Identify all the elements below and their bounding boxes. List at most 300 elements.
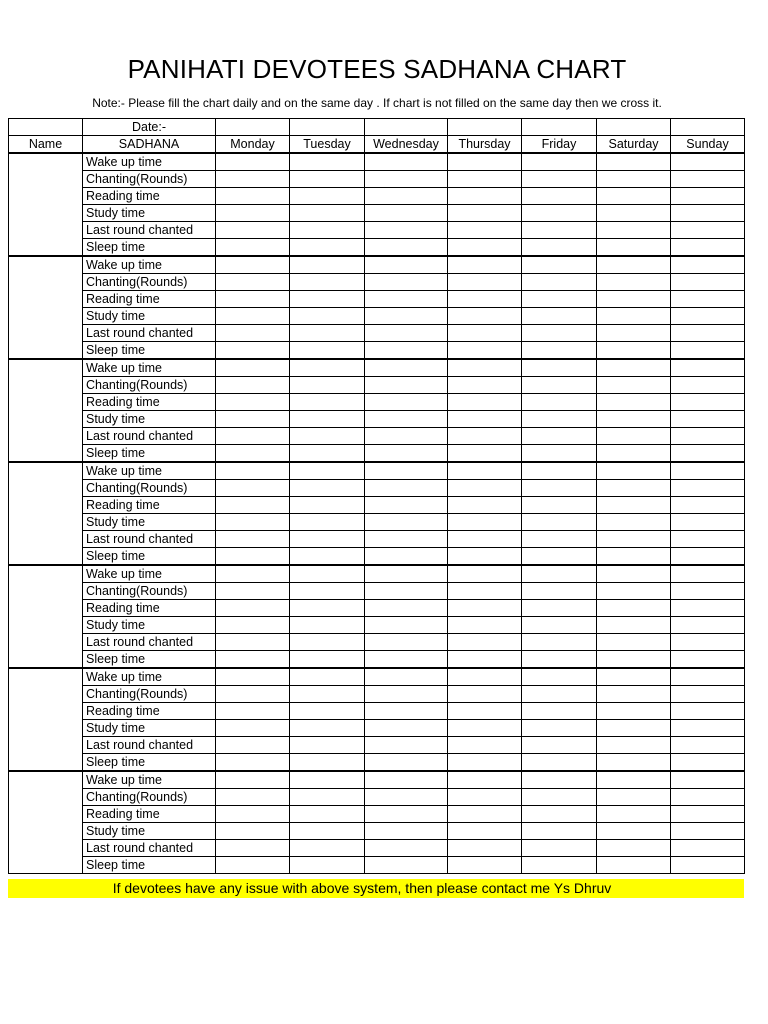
entry-cell[interactable] <box>522 256 597 274</box>
entry-cell[interactable] <box>597 565 671 583</box>
entry-cell[interactable] <box>216 720 290 737</box>
entry-cell[interactable] <box>290 651 365 669</box>
entry-cell[interactable] <box>522 583 597 600</box>
entry-cell[interactable] <box>597 342 671 360</box>
entry-cell[interactable] <box>597 325 671 342</box>
entry-cell[interactable] <box>671 514 745 531</box>
entry-cell[interactable] <box>216 445 290 463</box>
entry-cell[interactable] <box>597 737 671 754</box>
entry-cell[interactable] <box>448 703 522 720</box>
entry-cell[interactable] <box>597 291 671 308</box>
entry-cell[interactable] <box>448 823 522 840</box>
entry-cell[interactable] <box>448 514 522 531</box>
entry-cell[interactable] <box>365 548 448 566</box>
entry-cell[interactable] <box>290 480 365 497</box>
entry-cell[interactable] <box>671 806 745 823</box>
entry-cell[interactable] <box>365 617 448 634</box>
entry-cell[interactable] <box>290 565 365 583</box>
entry-cell[interactable] <box>671 617 745 634</box>
entry-cell[interactable] <box>365 222 448 239</box>
entry-cell[interactable] <box>597 377 671 394</box>
entry-cell[interactable] <box>216 789 290 806</box>
devotee-name-cell[interactable] <box>9 565 83 668</box>
entry-cell[interactable] <box>597 359 671 377</box>
entry-cell[interactable] <box>216 686 290 703</box>
entry-cell[interactable] <box>671 754 745 772</box>
entry-cell[interactable] <box>597 548 671 566</box>
entry-cell[interactable] <box>290 668 365 686</box>
entry-cell[interactable] <box>597 583 671 600</box>
entry-cell[interactable] <box>522 291 597 308</box>
entry-cell[interactable] <box>597 239 671 257</box>
entry-cell[interactable] <box>671 857 745 874</box>
entry-cell[interactable] <box>597 668 671 686</box>
date-cell[interactable] <box>671 119 745 136</box>
entry-cell[interactable] <box>671 840 745 857</box>
entry-cell[interactable] <box>448 308 522 325</box>
entry-cell[interactable] <box>671 737 745 754</box>
entry-cell[interactable] <box>216 274 290 291</box>
entry-cell[interactable] <box>365 583 448 600</box>
entry-cell[interactable] <box>671 686 745 703</box>
entry-cell[interactable] <box>290 806 365 823</box>
devotee-name-cell[interactable] <box>9 153 83 256</box>
entry-cell[interactable] <box>216 428 290 445</box>
entry-cell[interactable] <box>522 857 597 874</box>
entry-cell[interactable] <box>365 445 448 463</box>
entry-cell[interactable] <box>290 514 365 531</box>
entry-cell[interactable] <box>448 497 522 514</box>
entry-cell[interactable] <box>671 703 745 720</box>
entry-cell[interactable] <box>448 754 522 772</box>
entry-cell[interactable] <box>290 754 365 772</box>
entry-cell[interactable] <box>597 171 671 188</box>
entry-cell[interactable] <box>290 205 365 222</box>
entry-cell[interactable] <box>365 256 448 274</box>
entry-cell[interactable] <box>522 531 597 548</box>
entry-cell[interactable] <box>522 686 597 703</box>
entry-cell[interactable] <box>216 754 290 772</box>
entry-cell[interactable] <box>522 668 597 686</box>
entry-cell[interactable] <box>290 840 365 857</box>
entry-cell[interactable] <box>597 771 671 789</box>
entry-cell[interactable] <box>365 291 448 308</box>
entry-cell[interactable] <box>671 600 745 617</box>
entry-cell[interactable] <box>448 720 522 737</box>
entry-cell[interactable] <box>290 256 365 274</box>
entry-cell[interactable] <box>365 171 448 188</box>
entry-cell[interactable] <box>290 823 365 840</box>
entry-cell[interactable] <box>290 291 365 308</box>
entry-cell[interactable] <box>448 737 522 754</box>
entry-cell[interactable] <box>365 205 448 222</box>
entry-cell[interactable] <box>522 445 597 463</box>
entry-cell[interactable] <box>365 840 448 857</box>
entry-cell[interactable] <box>597 222 671 239</box>
entry-cell[interactable] <box>671 771 745 789</box>
entry-cell[interactable] <box>216 600 290 617</box>
entry-cell[interactable] <box>448 359 522 377</box>
entry-cell[interactable] <box>216 806 290 823</box>
entry-cell[interactable] <box>290 394 365 411</box>
entry-cell[interactable] <box>216 668 290 686</box>
entry-cell[interactable] <box>597 188 671 205</box>
entry-cell[interactable] <box>597 274 671 291</box>
entry-cell[interactable] <box>522 548 597 566</box>
entry-cell[interactable] <box>290 720 365 737</box>
entry-cell[interactable] <box>290 411 365 428</box>
entry-cell[interactable] <box>671 445 745 463</box>
entry-cell[interactable] <box>290 771 365 789</box>
entry-cell[interactable] <box>365 394 448 411</box>
entry-cell[interactable] <box>522 634 597 651</box>
entry-cell[interactable] <box>671 548 745 566</box>
entry-cell[interactable] <box>671 342 745 360</box>
entry-cell[interactable] <box>365 789 448 806</box>
entry-cell[interactable] <box>290 634 365 651</box>
entry-cell[interactable] <box>522 480 597 497</box>
entry-cell[interactable] <box>365 703 448 720</box>
entry-cell[interactable] <box>216 205 290 222</box>
date-cell[interactable] <box>597 119 671 136</box>
entry-cell[interactable] <box>365 531 448 548</box>
entry-cell[interactable] <box>448 445 522 463</box>
entry-cell[interactable] <box>290 428 365 445</box>
entry-cell[interactable] <box>522 325 597 342</box>
entry-cell[interactable] <box>365 686 448 703</box>
entry-cell[interactable] <box>216 651 290 669</box>
entry-cell[interactable] <box>216 462 290 480</box>
entry-cell[interactable] <box>671 651 745 669</box>
entry-cell[interactable] <box>522 823 597 840</box>
entry-cell[interactable] <box>522 462 597 480</box>
entry-cell[interactable] <box>290 600 365 617</box>
entry-cell[interactable] <box>448 411 522 428</box>
entry-cell[interactable] <box>448 617 522 634</box>
entry-cell[interactable] <box>216 497 290 514</box>
entry-cell[interactable] <box>448 428 522 445</box>
entry-cell[interactable] <box>448 394 522 411</box>
entry-cell[interactable] <box>671 205 745 222</box>
entry-cell[interactable] <box>290 462 365 480</box>
date-cell[interactable] <box>290 119 365 136</box>
entry-cell[interactable] <box>365 497 448 514</box>
entry-cell[interactable] <box>448 583 522 600</box>
entry-cell[interactable] <box>365 857 448 874</box>
entry-cell[interactable] <box>216 737 290 754</box>
entry-cell[interactable] <box>216 239 290 257</box>
entry-cell[interactable] <box>365 411 448 428</box>
entry-cell[interactable] <box>448 256 522 274</box>
entry-cell[interactable] <box>448 274 522 291</box>
entry-cell[interactable] <box>365 668 448 686</box>
entry-cell[interactable] <box>216 394 290 411</box>
entry-cell[interactable] <box>671 480 745 497</box>
entry-cell[interactable] <box>365 565 448 583</box>
entry-cell[interactable] <box>597 617 671 634</box>
entry-cell[interactable] <box>597 720 671 737</box>
entry-cell[interactable] <box>597 840 671 857</box>
entry-cell[interactable] <box>216 153 290 171</box>
entry-cell[interactable] <box>522 308 597 325</box>
entry-cell[interactable] <box>522 274 597 291</box>
entry-cell[interactable] <box>365 359 448 377</box>
entry-cell[interactable] <box>365 325 448 342</box>
entry-cell[interactable] <box>671 188 745 205</box>
entry-cell[interactable] <box>365 806 448 823</box>
entry-cell[interactable] <box>597 651 671 669</box>
entry-cell[interactable] <box>597 789 671 806</box>
entry-cell[interactable] <box>597 205 671 222</box>
entry-cell[interactable] <box>522 171 597 188</box>
entry-cell[interactable] <box>597 634 671 651</box>
entry-cell[interactable] <box>216 411 290 428</box>
entry-cell[interactable] <box>448 239 522 257</box>
entry-cell[interactable] <box>290 171 365 188</box>
entry-cell[interactable] <box>522 565 597 583</box>
entry-cell[interactable] <box>448 857 522 874</box>
entry-cell[interactable] <box>216 514 290 531</box>
entry-cell[interactable] <box>671 668 745 686</box>
entry-cell[interactable] <box>522 754 597 772</box>
entry-cell[interactable] <box>522 720 597 737</box>
entry-cell[interactable] <box>290 188 365 205</box>
entry-cell[interactable] <box>365 634 448 651</box>
entry-cell[interactable] <box>365 462 448 480</box>
entry-cell[interactable] <box>522 205 597 222</box>
entry-cell[interactable] <box>522 222 597 239</box>
entry-cell[interactable] <box>448 462 522 480</box>
entry-cell[interactable] <box>522 153 597 171</box>
entry-cell[interactable] <box>522 600 597 617</box>
entry-cell[interactable] <box>522 789 597 806</box>
date-cell[interactable] <box>365 119 448 136</box>
entry-cell[interactable] <box>448 600 522 617</box>
entry-cell[interactable] <box>365 428 448 445</box>
entry-cell[interactable] <box>216 171 290 188</box>
entry-cell[interactable] <box>290 686 365 703</box>
entry-cell[interactable] <box>448 153 522 171</box>
entry-cell[interactable] <box>290 531 365 548</box>
entry-cell[interactable] <box>597 153 671 171</box>
entry-cell[interactable] <box>290 377 365 394</box>
entry-cell[interactable] <box>448 548 522 566</box>
entry-cell[interactable] <box>448 634 522 651</box>
entry-cell[interactable] <box>448 840 522 857</box>
entry-cell[interactable] <box>290 617 365 634</box>
entry-cell[interactable] <box>597 394 671 411</box>
entry-cell[interactable] <box>597 754 671 772</box>
date-cell[interactable] <box>216 119 290 136</box>
entry-cell[interactable] <box>522 342 597 360</box>
entry-cell[interactable] <box>290 153 365 171</box>
entry-cell[interactable] <box>216 857 290 874</box>
entry-cell[interactable] <box>671 565 745 583</box>
entry-cell[interactable] <box>671 497 745 514</box>
entry-cell[interactable] <box>365 754 448 772</box>
entry-cell[interactable] <box>448 325 522 342</box>
entry-cell[interactable] <box>290 274 365 291</box>
entry-cell[interactable] <box>216 256 290 274</box>
entry-cell[interactable] <box>597 823 671 840</box>
entry-cell[interactable] <box>365 514 448 531</box>
entry-cell[interactable] <box>365 239 448 257</box>
entry-cell[interactable] <box>597 703 671 720</box>
entry-cell[interactable] <box>522 239 597 257</box>
entry-cell[interactable] <box>216 325 290 342</box>
entry-cell[interactable] <box>671 171 745 188</box>
entry-cell[interactable] <box>216 703 290 720</box>
entry-cell[interactable] <box>290 548 365 566</box>
entry-cell[interactable] <box>597 445 671 463</box>
entry-cell[interactable] <box>216 634 290 651</box>
entry-cell[interactable] <box>522 188 597 205</box>
entry-cell[interactable] <box>448 668 522 686</box>
entry-cell[interactable] <box>671 239 745 257</box>
entry-cell[interactable] <box>216 823 290 840</box>
entry-cell[interactable] <box>290 359 365 377</box>
entry-cell[interactable] <box>597 428 671 445</box>
entry-cell[interactable] <box>365 720 448 737</box>
date-cell[interactable] <box>522 119 597 136</box>
entry-cell[interactable] <box>597 600 671 617</box>
entry-cell[interactable] <box>216 342 290 360</box>
entry-cell[interactable] <box>597 514 671 531</box>
entry-cell[interactable] <box>448 205 522 222</box>
entry-cell[interactable] <box>671 462 745 480</box>
entry-cell[interactable] <box>290 325 365 342</box>
entry-cell[interactable] <box>522 771 597 789</box>
entry-cell[interactable] <box>216 222 290 239</box>
entry-cell[interactable] <box>290 497 365 514</box>
entry-cell[interactable] <box>365 480 448 497</box>
devotee-name-cell[interactable] <box>9 462 83 565</box>
entry-cell[interactable] <box>365 737 448 754</box>
entry-cell[interactable] <box>671 531 745 548</box>
entry-cell[interactable] <box>216 480 290 497</box>
entry-cell[interactable] <box>448 342 522 360</box>
entry-cell[interactable] <box>522 377 597 394</box>
entry-cell[interactable] <box>597 531 671 548</box>
entry-cell[interactable] <box>597 308 671 325</box>
entry-cell[interactable] <box>216 308 290 325</box>
devotee-name-cell[interactable] <box>9 668 83 771</box>
entry-cell[interactable] <box>448 188 522 205</box>
entry-cell[interactable] <box>671 428 745 445</box>
entry-cell[interactable] <box>522 497 597 514</box>
entry-cell[interactable] <box>290 857 365 874</box>
entry-cell[interactable] <box>597 256 671 274</box>
entry-cell[interactable] <box>522 806 597 823</box>
entry-cell[interactable] <box>365 377 448 394</box>
entry-cell[interactable] <box>448 377 522 394</box>
entry-cell[interactable] <box>448 291 522 308</box>
entry-cell[interactable] <box>216 565 290 583</box>
entry-cell[interactable] <box>365 342 448 360</box>
entry-cell[interactable] <box>290 583 365 600</box>
entry-cell[interactable] <box>522 840 597 857</box>
entry-cell[interactable] <box>522 703 597 720</box>
entry-cell[interactable] <box>290 703 365 720</box>
entry-cell[interactable] <box>290 222 365 239</box>
entry-cell[interactable] <box>290 737 365 754</box>
devotee-name-cell[interactable] <box>9 256 83 359</box>
entry-cell[interactable] <box>522 514 597 531</box>
entry-cell[interactable] <box>365 274 448 291</box>
entry-cell[interactable] <box>671 222 745 239</box>
entry-cell[interactable] <box>216 548 290 566</box>
entry-cell[interactable] <box>448 789 522 806</box>
devotee-name-cell[interactable] <box>9 771 83 874</box>
entry-cell[interactable] <box>216 188 290 205</box>
entry-cell[interactable] <box>671 377 745 394</box>
entry-cell[interactable] <box>448 686 522 703</box>
entry-cell[interactable] <box>365 771 448 789</box>
entry-cell[interactable] <box>448 531 522 548</box>
entry-cell[interactable] <box>597 857 671 874</box>
entry-cell[interactable] <box>365 823 448 840</box>
entry-cell[interactable] <box>216 531 290 548</box>
entry-cell[interactable] <box>522 737 597 754</box>
entry-cell[interactable] <box>671 153 745 171</box>
entry-cell[interactable] <box>671 394 745 411</box>
entry-cell[interactable] <box>671 634 745 651</box>
entry-cell[interactable] <box>671 308 745 325</box>
entry-cell[interactable] <box>671 256 745 274</box>
entry-cell[interactable] <box>597 497 671 514</box>
entry-cell[interactable] <box>365 651 448 669</box>
entry-cell[interactable] <box>522 359 597 377</box>
entry-cell[interactable] <box>671 720 745 737</box>
entry-cell[interactable] <box>290 342 365 360</box>
entry-cell[interactable] <box>216 583 290 600</box>
entry-cell[interactable] <box>671 274 745 291</box>
entry-cell[interactable] <box>448 651 522 669</box>
entry-cell[interactable] <box>597 462 671 480</box>
entry-cell[interactable] <box>671 583 745 600</box>
entry-cell[interactable] <box>216 359 290 377</box>
entry-cell[interactable] <box>671 291 745 308</box>
entry-cell[interactable] <box>365 308 448 325</box>
entry-cell[interactable] <box>290 239 365 257</box>
entry-cell[interactable] <box>365 188 448 205</box>
entry-cell[interactable] <box>290 445 365 463</box>
entry-cell[interactable] <box>671 325 745 342</box>
entry-cell[interactable] <box>671 411 745 428</box>
entry-cell[interactable] <box>597 411 671 428</box>
entry-cell[interactable] <box>671 359 745 377</box>
entry-cell[interactable] <box>448 480 522 497</box>
entry-cell[interactable] <box>522 651 597 669</box>
date-cell[interactable] <box>448 119 522 136</box>
entry-cell[interactable] <box>522 428 597 445</box>
entry-cell[interactable] <box>522 394 597 411</box>
entry-cell[interactable] <box>216 771 290 789</box>
entry-cell[interactable] <box>448 565 522 583</box>
date-blank-cell[interactable] <box>9 119 83 136</box>
entry-cell[interactable] <box>365 153 448 171</box>
entry-cell[interactable] <box>448 771 522 789</box>
entry-cell[interactable] <box>448 171 522 188</box>
entry-cell[interactable] <box>216 840 290 857</box>
entry-cell[interactable] <box>522 617 597 634</box>
entry-cell[interactable] <box>216 377 290 394</box>
entry-cell[interactable] <box>522 411 597 428</box>
entry-cell[interactable] <box>216 617 290 634</box>
entry-cell[interactable] <box>448 222 522 239</box>
entry-cell[interactable] <box>365 600 448 617</box>
entry-cell[interactable] <box>448 806 522 823</box>
